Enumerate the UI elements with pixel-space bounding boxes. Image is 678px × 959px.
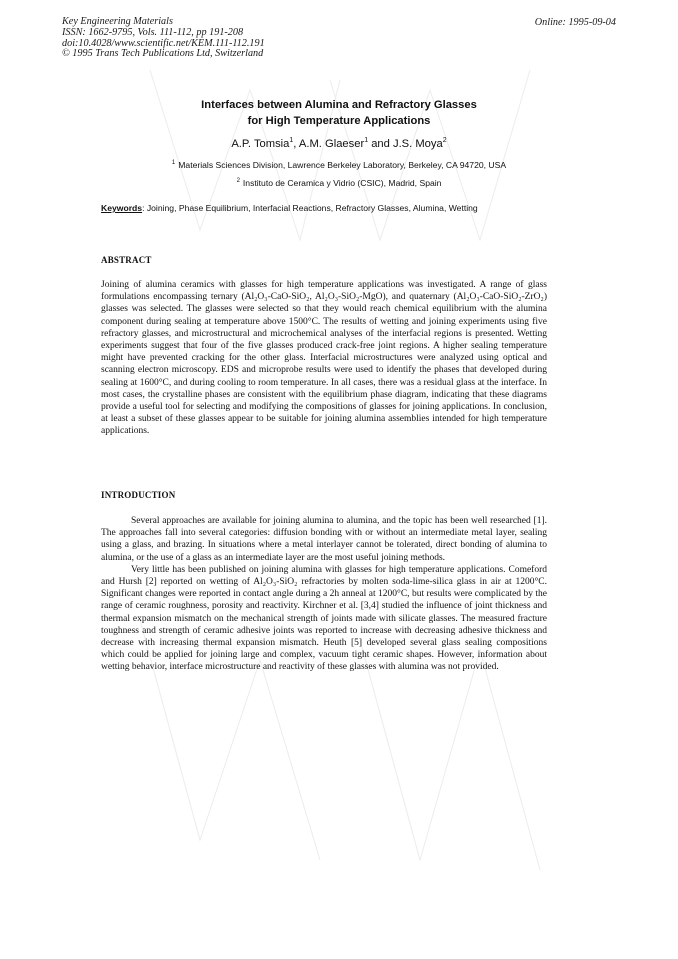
affiliation-2-text: Instituto de Ceramica y Vidrio (CSIC), Madrid, Spain xyxy=(242,178,442,188)
introduction-body xyxy=(101,515,547,674)
author-3-affil: 2 xyxy=(442,137,447,144)
paper-title xyxy=(0,98,678,129)
affiliation-2-number: 2 xyxy=(236,178,240,184)
author-separator: , xyxy=(293,138,299,150)
introduction-paragraph-2: Very little has been published on joining alumina with glasses for high temperature applications. Comeford and Hursh [2] reported on wetting of Al₂O₃-SiO₂ refractories by molten soda-lime-silica glass in air at 1200°C. Significant changes were reported in contact angle during a 2h anneal at 1200°C, but results were complicated by the range of ceramic roughness, porosity and reactivity. Kirchner et al. [3,4] studied the influence of joint thickness and thermal expansion mismatch on the mechanical strength of joints made with silicate glasses. The measured fracture toughness and strength of ceramic adhesive joints was reported to increase with decreasing adhesive thickness and decrease with increasing thermal expansion mismatch. Heuth [5] developed several glass sealing compositions which could be applied for joining large and complex, vacuum tight ceramic shapes. However, information about wetting behavior, interface microstructure and reactivity of these glasses with alumina was not provided. xyxy=(101,564,547,673)
keywords-label: Keywords xyxy=(101,203,143,213)
author-1-affil: 1 xyxy=(289,137,294,144)
abstract-body xyxy=(101,279,547,438)
abstract-paragraph: Joining of alumina ceramics with glasses for high temperature applications was investigated. A range of glass formulations encompassing ternary (Al₂O₃-CaO-SiO₂, Al₂O₃-SiO₂-MgO), and quaternary (Al₂O₃-CaO-SiO₂-ZrO₂) glasses was selected. The glasses were selected so that they would reach chemical equilibrium with the alumina component during sealing at temperature above 1500°C. The results of wetting and joining experiments using five refractory glasses, and microstructural and microchemical analyses of the interfacial regions is presented. Wetting experiments suggest that four of the five glasses produced crack-free joint regions. A higher sealing temperature might have prevented cracking for the other glass. Interfacial microstructures were analyzed using optical and scanning electron microscopy. EDS and microprobe results were used to identify the phases that developed during sealing at 1600°C, and during cooling to room temperature. In all cases, there was a residual glass at the interface. In most cases, the crystalline phases are consistent with the equilibrium phase diagram, indicating that these diagrams provide a useful tool for selecting and modifying the compositions of glasses for joining applications. In conclusion, at least a subset of these glasses appear to be suitable for joining alumina assemblies intended for high temperature applications. xyxy=(101,280,547,437)
journal-doi[interactable]: doi:10.4028/www.scientific.net/KEM.111-112.191 xyxy=(62,37,265,49)
journal-name: Key Engineering Materials xyxy=(62,16,173,27)
journal-meta xyxy=(62,17,265,60)
abstract-heading: ABSTRACT xyxy=(101,255,152,265)
title-line-2: for High Temperature Applications xyxy=(247,114,431,127)
author-list xyxy=(0,137,678,150)
author-separator: and xyxy=(368,138,393,150)
affiliation-1-number: 1 xyxy=(171,160,176,166)
affiliation-1-text: Materials Sciences Division, Lawrence Berkeley Laboratory, Berkeley, CA 94720, USA xyxy=(178,160,507,170)
affiliation-1 xyxy=(0,160,678,170)
journal-copyright: © 1995 Trans Tech Publications Ltd, Switzerland xyxy=(62,48,264,60)
introduction-heading: INTRODUCTION xyxy=(101,490,176,500)
author-2-affil: 1 xyxy=(364,137,369,144)
title-line-1: Interfaces between Alumina and Refractory Glasses xyxy=(201,99,477,111)
introduction-paragraph-1: Several approaches are available for joining alumina to alumina, and the topic has been well researched [1]. The approaches fall into several categories: diffusion bonding with or without an intermediate metal layer, sealing using a glass, and brazing. In situations where a metal interlayer cannot be tolerated, direct bonding of alumina to alumina, or the use of a glass as an intermediate layer are the most useful joining methods. xyxy=(101,516,547,563)
keywords-text: : Joining, Phase Equilibrium, Interfacial Reactions, Refractory Glasses, Alumina, Wetting xyxy=(142,203,478,213)
affiliation-2 xyxy=(0,178,678,188)
journal-issn: ISSN: 1662-9795, Vols. 111-112, pp 191-208 xyxy=(62,26,244,38)
author-1: A.P. Tomsia xyxy=(231,138,290,150)
author-3: J.S. Moya xyxy=(392,138,443,150)
author-2: A.M. Glaeser xyxy=(298,138,365,150)
online-date: Online: 1995-09-04 xyxy=(534,17,616,28)
keywords xyxy=(101,202,547,215)
